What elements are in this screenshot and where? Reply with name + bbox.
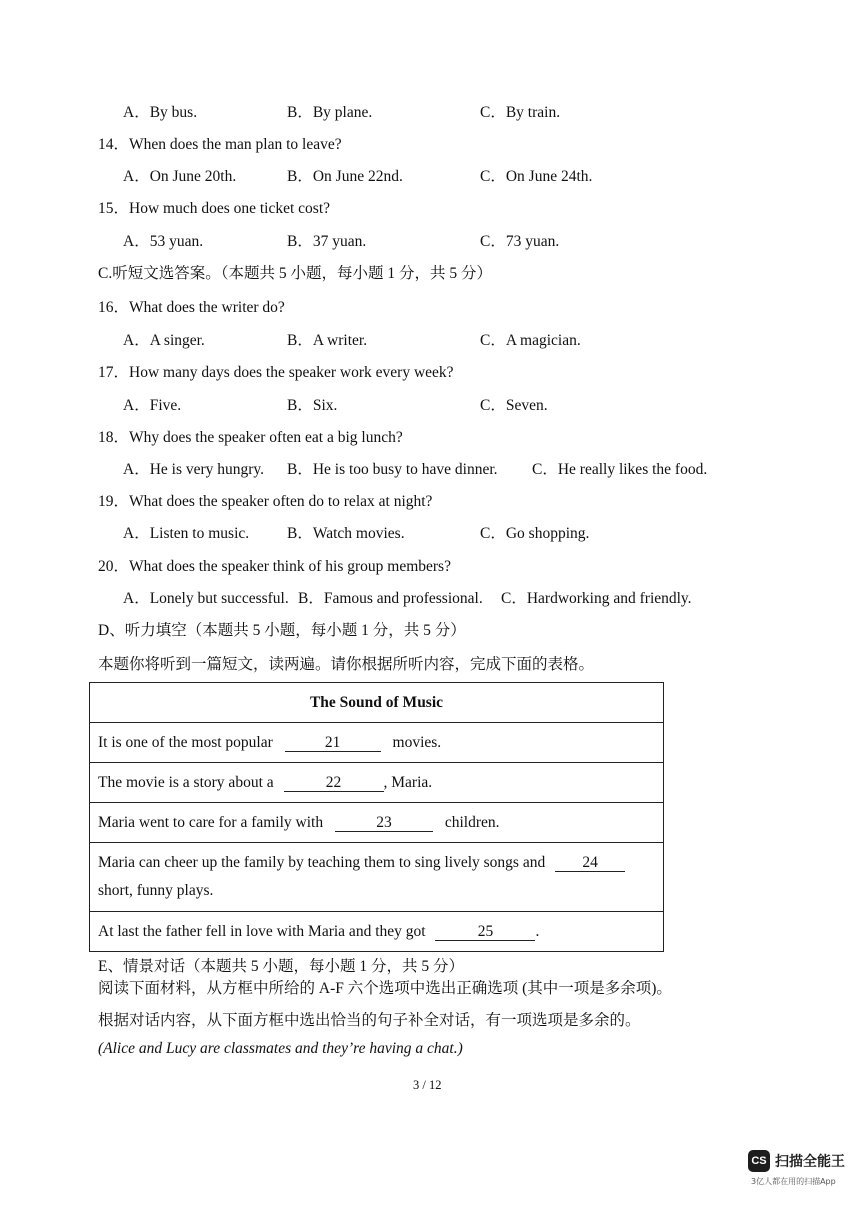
table-row xyxy=(90,843,664,912)
table-row xyxy=(90,912,664,952)
row4-text: Maria can cheer up the family by teaching them to sing lively songs and xyxy=(98,854,546,871)
q17-option-a: A．Five. xyxy=(123,397,182,414)
q18-stem: 18．Why does the speaker often eat a big lunch? xyxy=(98,429,403,446)
q15-stem: 15．How much does one ticket cost? xyxy=(98,200,331,217)
blank-23: 23 xyxy=(335,815,433,832)
table-row xyxy=(90,763,664,803)
section-d-heading: D、听力填空（本题共 5 小题，每小题 1 分，共 5 分） xyxy=(98,622,466,639)
q20-option-b: B．Famous and professional. xyxy=(298,590,483,607)
page-number: 3 / 12 xyxy=(413,1078,442,1092)
camscanner-tagline: 3亿人都在用的扫描App xyxy=(751,1177,836,1186)
q18-option-a: A．He is very hungry. xyxy=(123,461,265,478)
section-e-heading: E、情景对话（本题共 5 小题，每小题 1 分，共 5 分） xyxy=(98,958,464,975)
blank-24: 24 xyxy=(555,855,625,872)
table-title: The Sound of Music xyxy=(90,683,664,723)
q15-option-c: C．73 yuan. xyxy=(480,233,560,250)
blank-22: 22 xyxy=(284,775,384,792)
camscanner-logo-icon: CS xyxy=(748,1150,770,1172)
blank-21: 21 xyxy=(285,735,381,752)
q16-stem: 16．What does the writer do? xyxy=(98,299,285,316)
q14-option-c: C．On June 24th. xyxy=(480,168,593,185)
q19-stem: 19．What does the speaker often do to relax at night? xyxy=(98,493,433,510)
row4-after: short, funny plays. xyxy=(98,882,214,899)
q13-option-c: C．By train. xyxy=(480,104,561,121)
q20-stem: 20．What does the speaker think of his group members? xyxy=(98,558,451,575)
q19-option-c: C．Go shopping. xyxy=(480,525,590,542)
table-row xyxy=(90,723,664,763)
row2-after: , Maria. xyxy=(383,773,433,791)
camscanner-name: 扫描全能王 xyxy=(775,1154,845,1170)
blank-25: 25 xyxy=(435,924,535,941)
q19-option-a: A．Listen to music. xyxy=(123,525,250,542)
q14-stem: 14．When does the man plan to leave? xyxy=(98,136,342,153)
section-e-instructions-1: 阅读下面材料，从方框中所给的 A-F 六个选项中选出正确选项 (其中一项是多余项)。 xyxy=(98,980,672,997)
q18-option-b: B．He is too busy to have dinner. xyxy=(287,461,498,478)
q16-option-a: A．A singer. xyxy=(123,332,205,349)
q20-option-c: C．Hardworking and friendly. xyxy=(501,590,692,607)
row5-after: . xyxy=(535,922,540,940)
q16-option-b: B．A writer. xyxy=(287,332,368,349)
q16-option-c: C．A magician. xyxy=(480,332,581,349)
section-c-heading: C.听短文选答案。（本题共 5 小题，每小题 1 分，共 5 分） xyxy=(98,265,492,282)
row5-text: At last the father fell in love with Maria and they got xyxy=(98,922,426,940)
q14-option-b: B．On June 22nd. xyxy=(287,168,403,185)
row3-after: children. xyxy=(444,813,500,831)
q17-option-b: B．Six. xyxy=(287,397,338,414)
section-e-instructions-2: 根据对话内容，从下面方框中选出恰当的句子补全对话，有一项选项是多余的。 xyxy=(98,1012,641,1029)
q17-option-c: C．Seven. xyxy=(480,397,548,414)
q19-option-b: B．Watch movies. xyxy=(287,525,405,542)
section-d-instructions: 本题你将听到一篇短文，读两遍。请你根据所听内容，完成下面的表格。 xyxy=(98,656,595,673)
q13-option-a: A．By bus. xyxy=(123,104,198,121)
row3-text: Maria went to care for a family with xyxy=(98,813,324,831)
sound-of-music-table xyxy=(89,682,664,952)
row2-text: The movie is a story about a xyxy=(98,773,274,791)
row1-text: It is one of the most popular xyxy=(98,733,273,751)
q20-option-a: A．Lonely but successful. xyxy=(123,590,289,607)
table-row xyxy=(90,803,664,843)
q13-option-b: B．By plane. xyxy=(287,104,373,121)
q15-option-a: A．53 yuan. xyxy=(123,233,204,250)
q14-option-a: A．On June 20th. xyxy=(123,168,237,185)
q18-option-c: C．He really likes the food. xyxy=(532,461,708,478)
dialogue-context: (Alice and Lucy are classmates and they’re having a chat.) xyxy=(98,1040,463,1057)
q15-option-b: B．37 yuan. xyxy=(287,233,367,250)
row1-after: movies. xyxy=(392,733,442,751)
q17-stem: 17．How many days does the speaker work every week? xyxy=(98,364,454,381)
